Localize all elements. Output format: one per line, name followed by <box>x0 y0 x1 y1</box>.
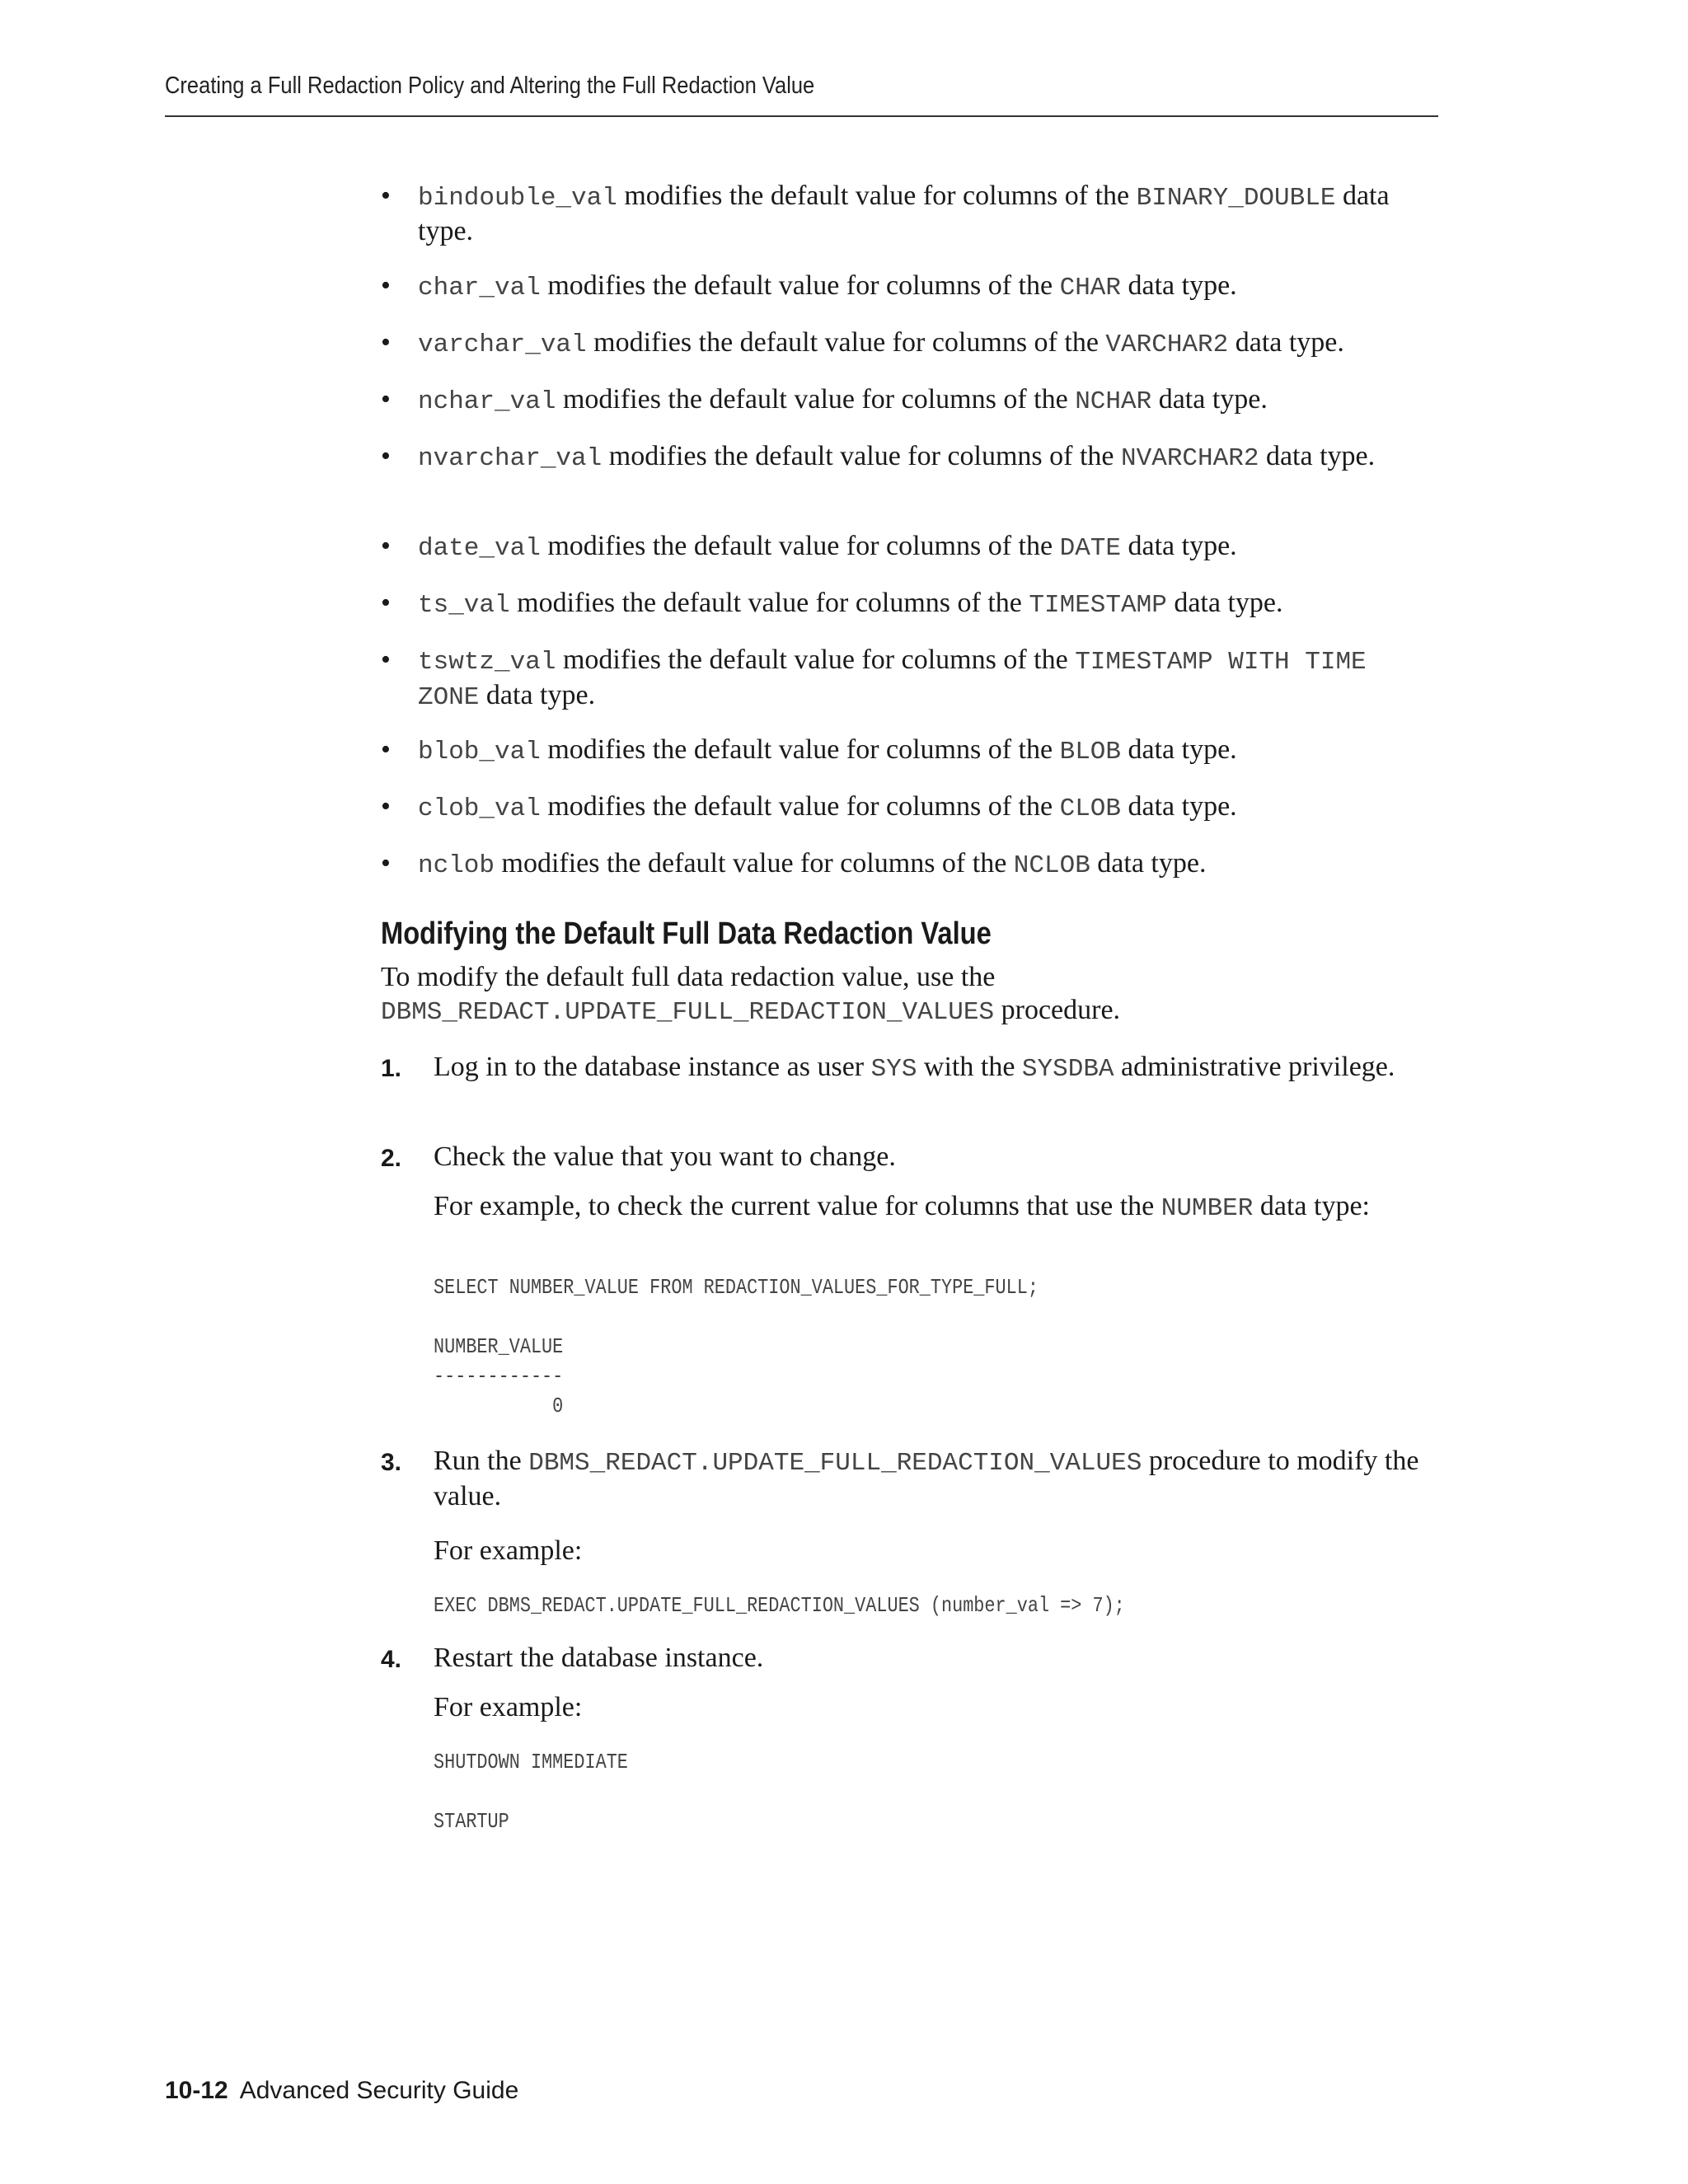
code-block-query: SELECT NUMBER_VALUE FROM REDACTION_VALUES_FOR_TYPE_FULL; NUMBER_VALUE ------------ 0 <box>434 1275 1039 1418</box>
step-number: 1. <box>381 1055 402 1082</box>
param-name: nclob <box>418 851 495 880</box>
param-name: date_val <box>418 534 541 563</box>
procedure-name: DBMS_REDACT.UPDATE_FULL_REDACTION_VALUES <box>381 998 995 1027</box>
privilege-name: SYSDBA <box>1021 1055 1114 1084</box>
section-heading: Modifying the Default Full Data Redaction Value <box>381 916 992 951</box>
param-name: char_val <box>418 274 541 302</box>
data-type-name: BLOB <box>1059 738 1122 766</box>
step-number: 2. <box>381 1145 402 1172</box>
bullet-dot: • <box>381 180 391 211</box>
running-header: Creating a Full Redaction Policy and Altering the Full Redaction Value <box>165 73 815 99</box>
data-type-name: NCLOB <box>1013 851 1090 880</box>
book-title: Advanced Security Guide <box>239 2077 519 2104</box>
bullet-dot: • <box>381 441 391 471</box>
procedure-name: DBMS_REDACT.UPDATE_FULL_REDACTION_VALUES <box>528 1449 1142 1478</box>
data-type-name: VARCHAR2 <box>1105 330 1229 359</box>
param-name: varchar_val <box>418 330 587 359</box>
param-name: blob_val <box>418 738 541 766</box>
code-block-exec: EXEC DBMS_REDACT.UPDATE_FULL_REDACTION_VALUES (number_val => 7); <box>434 1593 1125 1618</box>
bullet-dot: • <box>381 588 391 618</box>
data-type-name: TIMESTAMP WITH TIME ZONE <box>418 648 1367 712</box>
page-number: 10-12 <box>165 2077 228 2104</box>
bullet-dot: • <box>381 384 391 415</box>
header-rule <box>165 115 1438 117</box>
bullet-dot: • <box>381 531 391 561</box>
intro-paragraph: To modify the default full data redaction value, use the DBMS_REDACT.UPDATE_FULL_REDACTION_VALUES procedure. <box>381 962 1121 1027</box>
bullet-dot: • <box>381 848 391 879</box>
step-number: 3. <box>381 1449 402 1476</box>
data-type-name: NUMBER <box>1160 1194 1254 1223</box>
data-type-name: TIMESTAMP <box>1029 591 1167 620</box>
data-type-name: NCHAR <box>1075 387 1152 416</box>
param-name: tswtz_val <box>418 648 556 677</box>
data-type-name: CHAR <box>1059 274 1122 302</box>
bullet-dot: • <box>381 270 391 301</box>
data-type-name: BINARY_DOUBLE <box>1136 184 1336 213</box>
data-type-name: CLOB <box>1059 794 1122 823</box>
data-type-name: DATE <box>1059 534 1122 563</box>
page-footer <box>165 2077 518 2105</box>
code-block-restart: SHUTDOWN IMMEDIATE STARTUP <box>434 1750 628 1834</box>
param-name: nchar_val <box>418 387 556 416</box>
bullet-dot: • <box>381 791 391 822</box>
bullet-dot: • <box>381 644 391 675</box>
step-number: 4. <box>381 1646 402 1673</box>
bullet-dot: • <box>381 734 391 765</box>
data-type-name: NVARCHAR2 <box>1121 444 1259 473</box>
param-name: clob_val <box>418 794 541 823</box>
user-name: SYS <box>870 1055 917 1084</box>
param-name: bindouble_val <box>418 184 617 213</box>
param-name: nvarchar_val <box>418 444 603 473</box>
param-name: ts_val <box>418 591 510 620</box>
bullet-dot: • <box>381 327 391 358</box>
